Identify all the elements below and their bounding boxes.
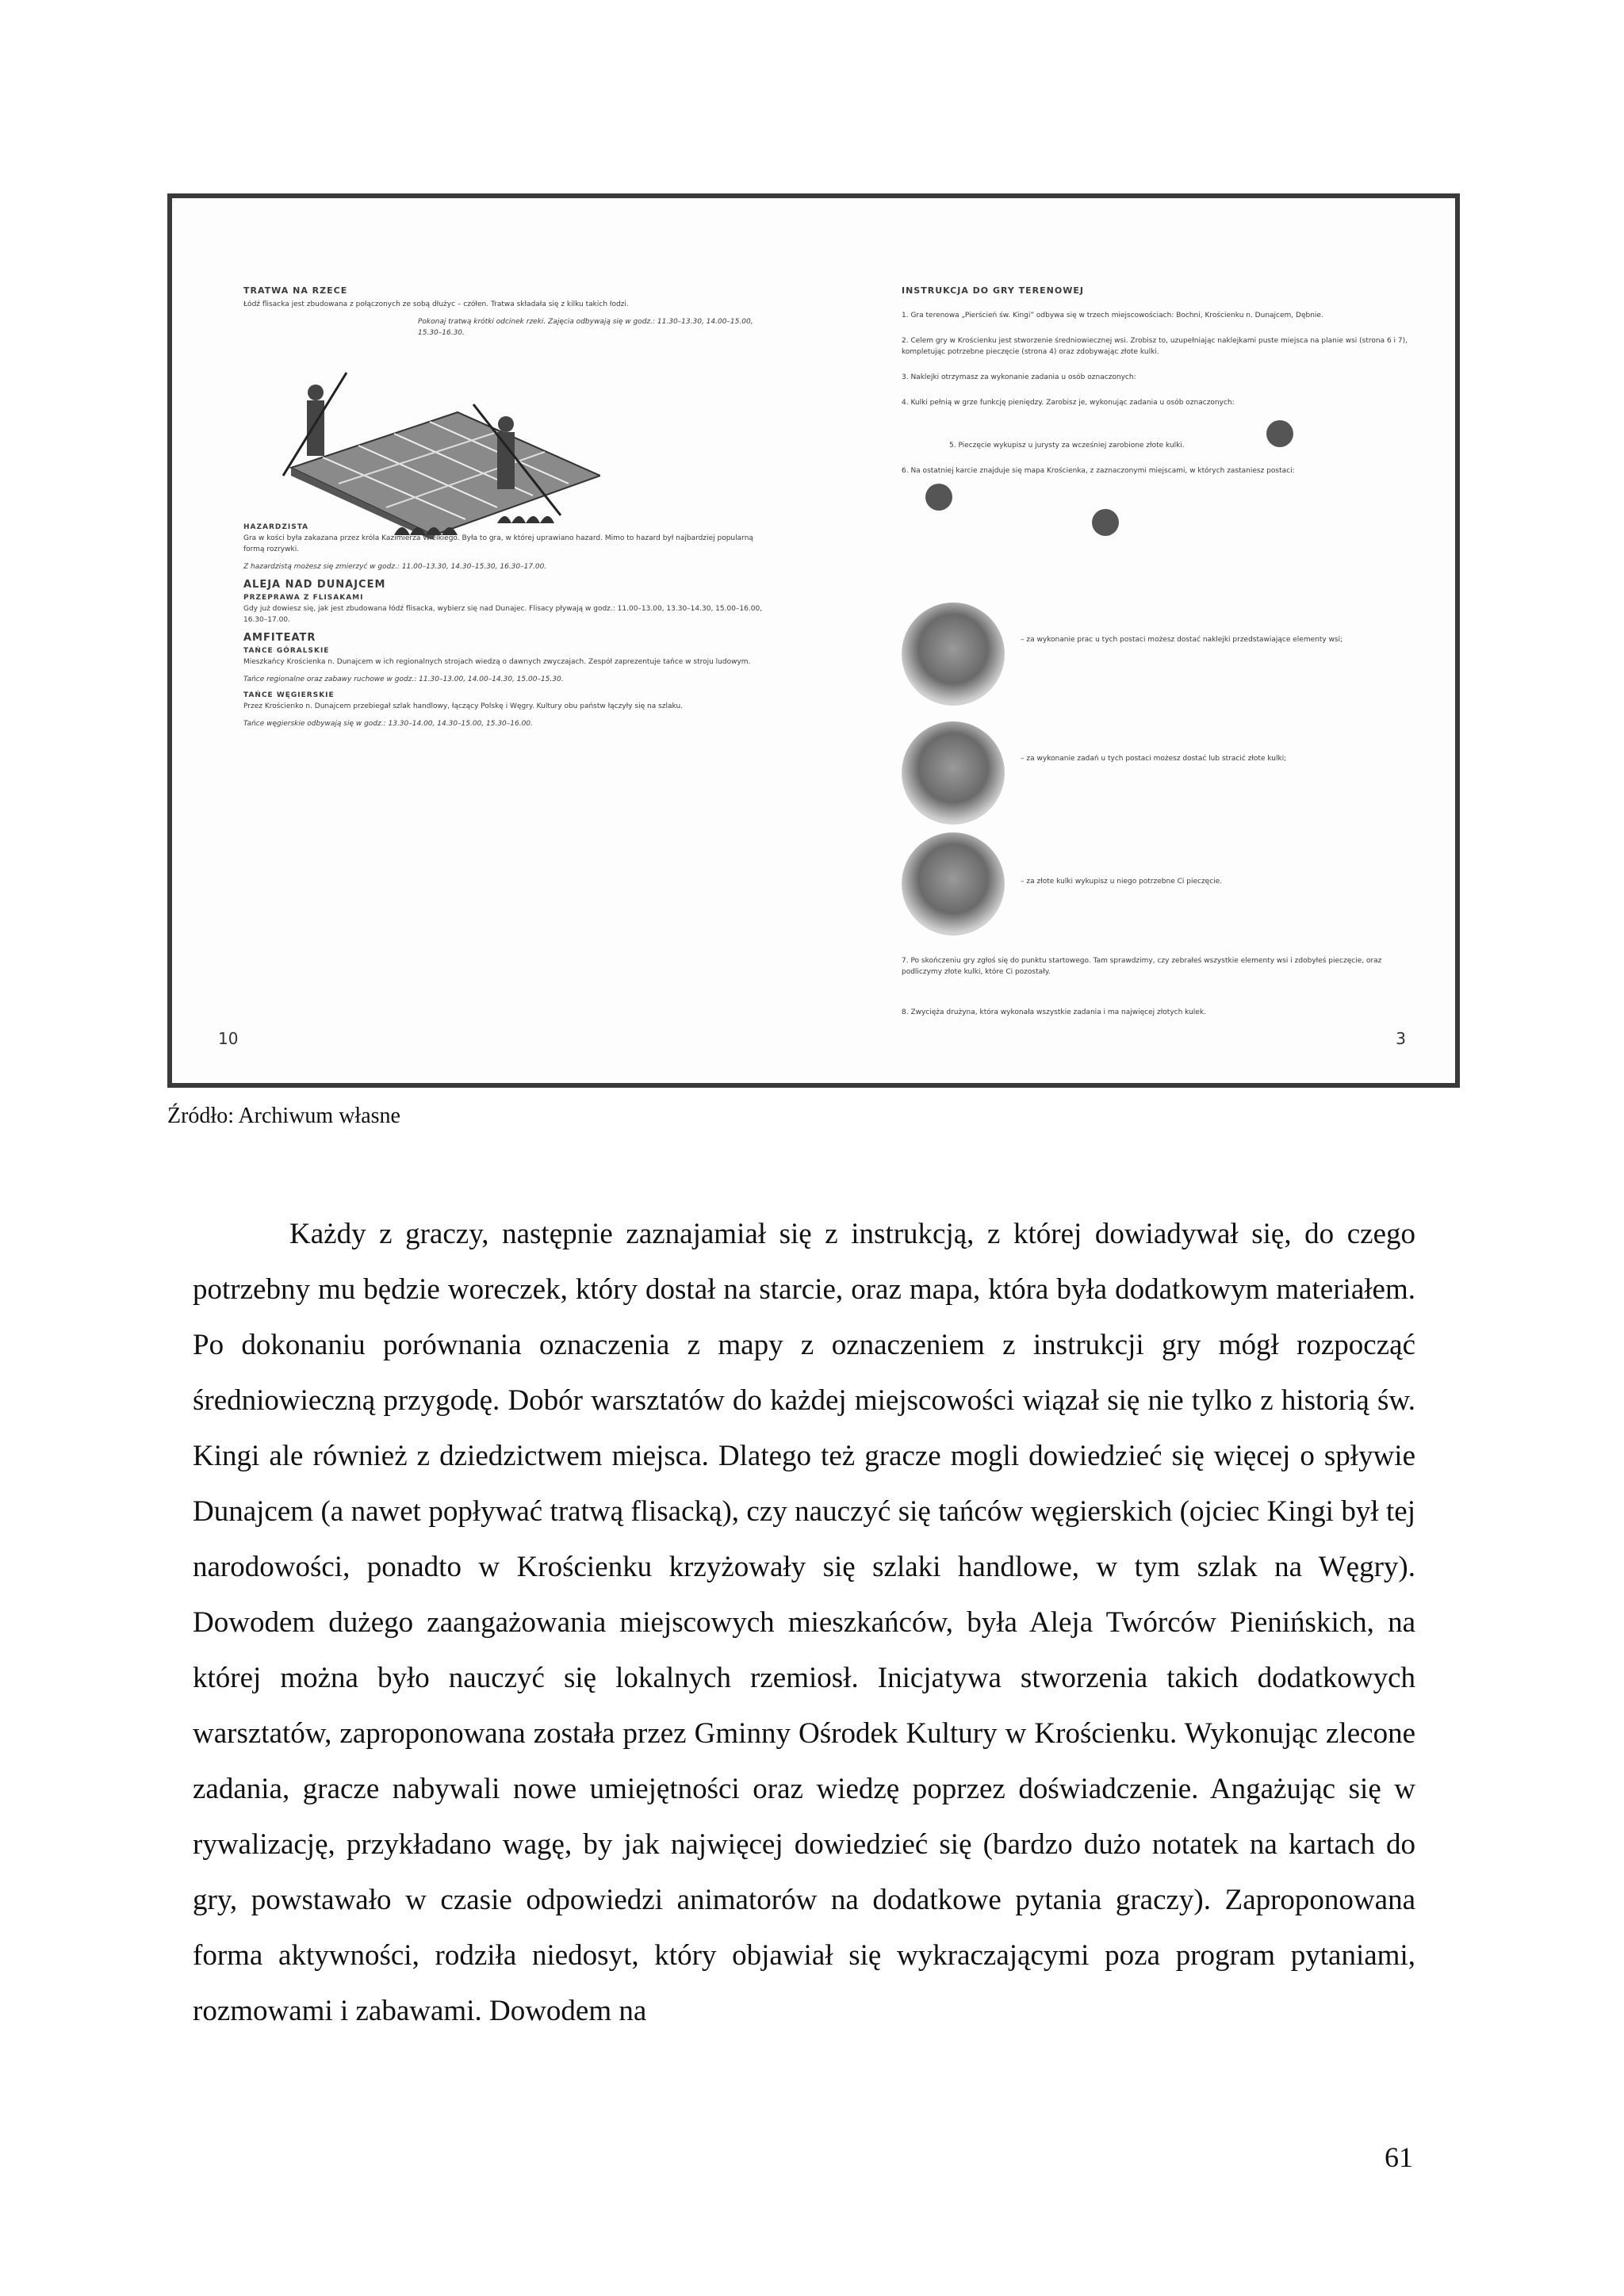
- alley-subheading: PRZEPRAWA Z FLISAKAMI: [243, 594, 364, 602]
- gambler-text: Gra w kości była zakazana przez króla Kazimierza Wielkiego. Była to gra, w której uprawiano hazard. Mimo to hazard był najbardziej popularną formą rozrywki.: [243, 534, 753, 553]
- instruction-item-6: 6. Na ostatniej karcie znajduje się mapa Krościenka, z zaznaczonymi miejscami, w których zastaniesz postaci:: [902, 467, 1295, 475]
- hungarian-dances-subheading: TAŃCE WĘGIERSKIE: [243, 691, 335, 699]
- character-description-3: – za złote kulki wykupisz u niego potrzebne Ci pieczęcie.: [1021, 878, 1223, 886]
- figure-caption: Źródło: Archiwum własne: [167, 1104, 400, 1128]
- highland-dances-subheading: TAŃCE GÓRALSKIE: [243, 647, 330, 655]
- character-portrait-2: [902, 721, 1005, 825]
- raft-note: Pokonaj tratwą krótki odcinek rzeki. Zajęcia odbywają się w godz.: 11.30–13.30, 14.00–15.00, 15.30–16.30.: [418, 318, 753, 337]
- brochure-right-page-number: 3: [1396, 1029, 1406, 1048]
- alley-text: Gdy już dowiesz się, jak jest zbudowana łódź flisacka, wybierz się nad Dunajec. Flisacy pływają w godz.: 11.00–13.00, 13.30–14.30, 15.00–16.00, 16.30–17.00.: [243, 605, 763, 624]
- highland-dances-note: Tańce regionalne oraz zabawy ruchowe w godz.: 11.30–13.00, 14.00–14.30, 15.00–15.30.: [243, 675, 564, 683]
- brochure-figure: [167, 193, 1460, 1088]
- left-page-lower-text: [243, 523, 767, 736]
- gambler-heading: HAZARDZISTA: [243, 523, 309, 531]
- body-paragraph-text: Każdy z graczy, następnie zaznajamiał się z instrukcją, z której dowiadywał się, do czego potrzebny mu będzie woreczek, który dostał na starcie, oraz mapa, która była dodatkowym materiałem. Po dokonaniu porównania oznaczenia z mapy z oznaczeniem z instrukcji gry mógł rozpocząć średniowieczną przygodę. Dobór warsztatów do każdej miejscowości wiązał się nie tylko z historią św. Kingi ale również z dziedzictwem miejsca. Dlatego też gracze mogli dowiedzieć się więcej o spływie Dunajcem (a nawet popływać tratwą flisacką), czy nauczyć się tańców węgierskich (ojciec Kingi był tej narodowości, ponadto w Krościenku krzyżowały się szlaki handlowe, w tym szlak na Węgry). Dowodem dużego zaangażowania miejscowych mieszkańców, była Aleja Twórców Pienińskich, na której można było nauczyć się lokalnych rzemiosł. Inicjatywa stworzenia takich dodatkowych warsztatów, zaproponowana została przez Gminny Ośrodek Kultury w Krościenku. Wykonując zlecone zadania, gracze nabywali nowe umiejętności oraz wiedzę poprzez doświadczenie. Angażując się w rywalizację, przykładano wagę, by jak najwięcej dowiedzieć się (bardzo dużo notatek na kartach do gry, powstawało w czasie odpowiedzi animatorów na dodatkowe pytania graczy). Zaproponowana forma aktywności, rodziła niedosyt, który objawiał się wykraczającymi poza program pytaniami, rozmowami i zabawami. Dowodem na: [193, 1218, 1415, 2027]
- character-description-1: – za wykonanie prac u tych postaci możesz dostać naklejki przedstawiające elementy wsi;: [1021, 636, 1343, 644]
- raft-illustration: [259, 357, 600, 539]
- brochure-left-page-number: 10: [218, 1029, 239, 1048]
- character-portrait-1: [902, 603, 1005, 706]
- raft-heading: TRATWA NA RZECE: [243, 285, 348, 296]
- alley-heading: ALEJA NAD DUNAJCEM: [243, 579, 386, 591]
- instructions-heading: INSTRUKCJA DO GRY TERENOWEJ: [902, 285, 1084, 296]
- jurist-icon: [1092, 509, 1119, 536]
- instruction-item-8: 8. Zwycięża drużyna, która wykonała wszystkie zadania i ma najwięcej złotych kulek.: [902, 1008, 1206, 1016]
- instruction-item-2: 2. Celem gry w Krościenku jest stworzenie średniowiecznej wsi. Zrobisz to, uzupełniając naklejkami puste miejsca na planie wsi (strona 6 i 7), kompletując potrzebne pieczęcie (strona 4) oraz zdobywając złote kulki.: [902, 337, 1408, 356]
- instruction-item-1: 1. Gra terenowa „Pierścień św. Kingi” odbywa się w trzech miejscowościach: Bochni, Krościenku n. Dunajcem, Dębnie.: [902, 312, 1323, 320]
- brochure-right-page: [902, 285, 1425, 1047]
- instruction-item-3: 3. Naklejki otrzymasz za wykonanie zadania u osób oznaczonych:: [902, 373, 1136, 381]
- highland-dances-text: Mieszkańcy Krościenka n. Dunajcem w ich regionalnych strojach wiedzą o dawnych zwyczajach. Zespół zaprezentuje tańce w stroju ludowym.: [243, 658, 751, 666]
- character-portrait-3: [902, 832, 1005, 936]
- page-number: 61: [1385, 2141, 1413, 2173]
- raft-text: Łódź flisacka jest zbudowana z połączonych ze sobą dłużyc – czółen. Tratwa składała się z kilku takich łodzi.: [243, 300, 629, 308]
- body-paragraph: [193, 1207, 1415, 2039]
- amphitheatre-heading: AMFITEATR: [243, 632, 316, 644]
- hungarian-dances-note: Tańce węgierskie odbywają się w godz.: 13.30–14.00, 14.30–15.00, 15.30–16.00.: [243, 720, 533, 728]
- coin-character-icon: [925, 484, 952, 511]
- instruction-item-4: 4. Kulki pełnią w grze funkcję pieniędzy. Zarobisz je, wykonując zadania u osób oznaczonych:: [902, 399, 1235, 407]
- hungarian-dances-text: Przez Krościenko n. Dunajcem przebiegał szlak handlowy, łączący Polskę i Węgry. Kultury obu państw łączyły się na szlaku.: [243, 702, 684, 710]
- character-description-2: – za wykonanie zadań u tych postaci możesz dostać lub stracić złote kulki;: [1021, 755, 1287, 763]
- gambler-note: Z hazardzistą możesz się zmierzyć w godz.: 11.00–13.30, 14.30–15.30, 16.30–17.00.: [243, 563, 547, 571]
- instruction-item-5: 5. Pieczęcie wykupisz u jurysty za wcześniej zarobione złote kulki.: [949, 442, 1185, 450]
- instruction-item-7: 7. Po skończeniu gry zgłoś się do punktu startowego. Tam sprawdzimy, czy zebrałeś wszystkie elementy wsi i zdobyłeś pieczęcie, oraz podliczymy złote kulki, które Ci pozostały.: [902, 957, 1382, 976]
- brochure-left-page: [243, 285, 814, 1047]
